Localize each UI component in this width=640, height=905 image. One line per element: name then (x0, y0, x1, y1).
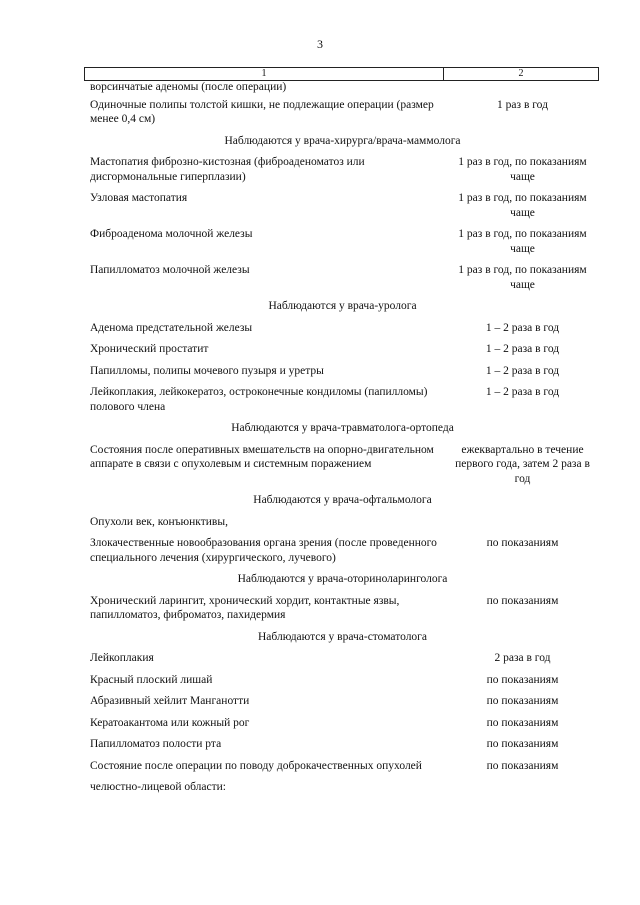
condition-name: челюстно-лицевой области: (90, 781, 227, 793)
condition-name: Злокачественные новообразования органа зрения (после проведенного специального лечения (хирургического, лучевого) (90, 537, 437, 564)
table-row (90, 673, 595, 688)
observation-frequency: ежеквартально в течение первого года, затем 2 раза в год (455, 443, 590, 485)
blocks-container (90, 98, 595, 795)
observation-frequency: по показаниям (486, 673, 559, 686)
observation-frequency: 1 – 2 раза в год (485, 364, 560, 377)
condition-name: Хронический простатит (90, 343, 209, 355)
condition-name: Фиброаденома молочной железы (90, 228, 253, 240)
section-heading: Наблюдаются у врача-уролога (268, 300, 417, 312)
condition-name: Аденома предстательной железы (90, 321, 253, 334)
condition-name: Лейкоплакия, лейкокератоз, остроконечные кондиломы (папилломы) полового члена (90, 386, 428, 413)
table-row (90, 385, 595, 414)
observation-frequency: 1 раз в год, по показаниям чаще (458, 264, 587, 291)
table-row (90, 737, 595, 752)
observation-frequency: по показаниям (486, 594, 559, 607)
condition-name: Кератоакантома или кожный рог (90, 716, 250, 729)
table-row (90, 594, 595, 623)
condition-name: Папилломатоз полости рта (90, 738, 222, 750)
page-number: 3 (317, 37, 323, 51)
table-row (90, 515, 595, 530)
table-row (90, 227, 595, 256)
condition-name: Папилломатоз молочной железы (90, 264, 250, 276)
section-heading: Наблюдаются у врача-хирурга/врача-маммолога (224, 134, 461, 147)
observation-frequency: 1 – 2 раза в год (485, 321, 560, 334)
observation-frequency: 1 – 2 раза в год (485, 386, 560, 398)
header-col-1: 1 (85, 68, 444, 80)
observation-frequency: 1 раз в год, по показаниям чаще (458, 228, 587, 255)
observation-frequency (450, 780, 595, 795)
table-row (90, 716, 595, 731)
table-row (90, 443, 595, 487)
table-row (90, 155, 595, 184)
condition-name: Состояние после операции по поводу доброкачественных опухолей (90, 759, 422, 772)
section-heading: Наблюдаются у врача-стоматолога (257, 630, 427, 643)
observation-frequency: по показаниям (486, 716, 559, 729)
observation-frequency: 1 раз в год, по показаниям чаще (458, 192, 587, 219)
table-row (90, 364, 595, 379)
table-row (90, 694, 595, 709)
observation-frequency: 1 раз в год (497, 98, 548, 111)
continuation-text: ворсинчатые аденомы (после операции) (90, 81, 287, 93)
observation-frequency: по показаниям (486, 537, 559, 549)
condition-name: Хронический ларингит, хронический хордит, контактные язвы, папилломатоз, фиброматоз, пахидермия (90, 594, 400, 621)
condition-name: Опухоли век, конъюнктивы, (90, 515, 228, 528)
table-row (90, 780, 595, 795)
observation-frequency: по показаниям (486, 738, 559, 750)
table-row (90, 536, 595, 565)
condition-name: Мастопатия фиброзно-кистозная (фиброаденоматоз или дисгормональные гиперплазии) (90, 156, 365, 183)
condition-name: Одиночные полипы толстой кишки, не подлежащие операции (размер менее 0,4 см) (90, 98, 434, 125)
observation-frequency: 2 раза в год (494, 652, 551, 664)
condition-name: Лейкоплакия (90, 652, 154, 664)
table-row (90, 342, 595, 357)
table-row (90, 263, 595, 292)
observation-frequency: 1 – 2 раза в год (485, 343, 560, 355)
table-row (90, 321, 595, 336)
section-heading: Наблюдаются у врача-офтальмолога (253, 494, 432, 506)
observation-frequency: 1 раз в год, по показаниям чаще (458, 156, 587, 183)
section-heading: Наблюдаются у врача-оториноларинголога (237, 573, 448, 585)
table-row (90, 98, 595, 127)
table-body (90, 80, 595, 802)
observation-frequency: по показаниям (486, 759, 559, 772)
header-col-2: 2 (518, 68, 524, 79)
observation-frequency: по показаниям (486, 695, 559, 707)
table-header (84, 67, 599, 81)
observation-frequency (450, 515, 595, 530)
condition-name: Красный плоский лишай (90, 673, 213, 686)
condition-name: Папилломы, полипы мочевого пузыря и уретры (90, 364, 324, 377)
table-row (90, 191, 595, 220)
section-heading: Наблюдаются у врача-травматолога-ортопеда (231, 422, 454, 434)
condition-name: Абразивный хейлит Манганотти (90, 695, 250, 707)
table-row (90, 651, 595, 666)
continuation-row (90, 80, 595, 95)
table-row (90, 759, 595, 774)
condition-name: Узловая мастопатия (90, 192, 188, 204)
condition-name: Состояния после оперативных вмешательств на опорно-двигательном аппарате в связи с опухолевым и системным поражением (90, 443, 434, 470)
